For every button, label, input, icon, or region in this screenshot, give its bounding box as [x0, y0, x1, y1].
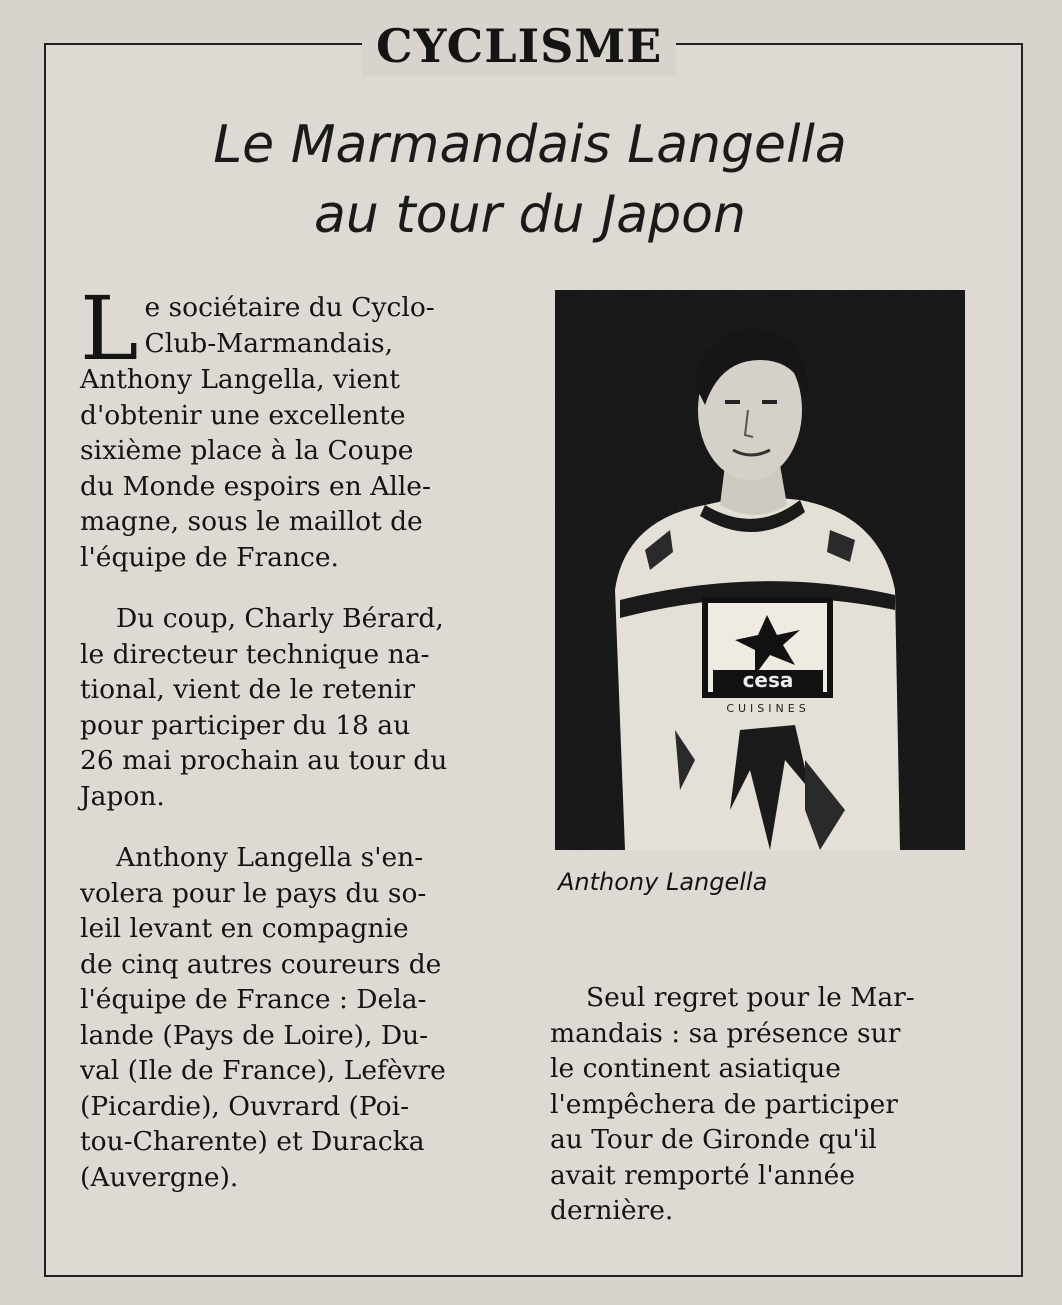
- headline: [60, 110, 1000, 250]
- text-line: lande (Pays de Loire), Du-: [80, 1019, 429, 1051]
- text-line: Du coup, Charly Bérard,: [116, 603, 444, 634]
- text-line: le directeur technique na-: [80, 638, 430, 670]
- text-line: de cinq autres coureurs de: [80, 948, 442, 980]
- paragraph-1: [80, 277, 520, 575]
- text-line: volera pour le pays du so-: [80, 877, 427, 909]
- section-label: CYCLISME: [362, 16, 676, 76]
- text-line: mandais : sa présence sur: [550, 1017, 901, 1049]
- photo-caption: Anthony Langella: [558, 868, 768, 896]
- text-line: du Monde espoirs en Alle-: [80, 470, 431, 502]
- headline-line-1: Le Marmandais Langella: [213, 115, 847, 175]
- headline-line-2: au tour du Japon: [314, 185, 746, 245]
- text-line: dernière.: [550, 1195, 674, 1226]
- text-line: (Picardie), Ouvrard (Poi-: [80, 1090, 410, 1122]
- text-line: l'équipe de France.: [80, 541, 339, 573]
- paragraph-3: [80, 840, 520, 1195]
- portrait-photo: [555, 290, 965, 850]
- text-line: l'équipe de France : Dela-: [80, 984, 427, 1015]
- text-line: 26 mai prochain au tour du: [80, 745, 448, 776]
- text-line: l'empêchera de participer: [550, 1088, 898, 1120]
- text-line: leil levant en compagnie: [80, 913, 409, 944]
- right-column: [550, 980, 1000, 1229]
- text-line: Seul regret pour le Mar-: [586, 982, 915, 1013]
- text-line: avait remporté l'année: [550, 1159, 855, 1191]
- text-line: tional, vient de le retenir: [80, 674, 416, 705]
- text-line: Anthony Langella s'en-: [116, 842, 424, 873]
- text-line: au Tour de Gironde qu'il: [550, 1124, 877, 1155]
- text-line: val (Ile de France), Lefèvre: [80, 1055, 446, 1086]
- text-line: le continent asiatique: [550, 1053, 841, 1084]
- text-line: (Auvergne).: [80, 1161, 239, 1193]
- text-line: Anthony Langella, vient: [80, 364, 400, 395]
- text-line: pour participer du 18 au: [80, 709, 411, 741]
- text-line: Japon.: [80, 780, 165, 812]
- paragraph-4: [550, 980, 1000, 1229]
- paragraph-2: [80, 601, 520, 814]
- text-line: d'obtenir une excellente: [80, 399, 406, 431]
- left-column: [80, 277, 520, 1195]
- text-line: e sociétaire du Cyclo-: [144, 292, 435, 323]
- text-line: Club-Marmandais,: [144, 327, 394, 359]
- text-line: sixième place à la Coupe: [80, 435, 414, 466]
- drop-cap: L: [80, 277, 139, 380]
- sponsor-logo-subtext: CUISINES: [726, 702, 810, 715]
- text-line: magne, sous le maillot de: [80, 506, 423, 537]
- text-line: tou-Charente) et Duracka: [80, 1126, 425, 1157]
- sponsor-logo-text: cesa: [742, 668, 794, 692]
